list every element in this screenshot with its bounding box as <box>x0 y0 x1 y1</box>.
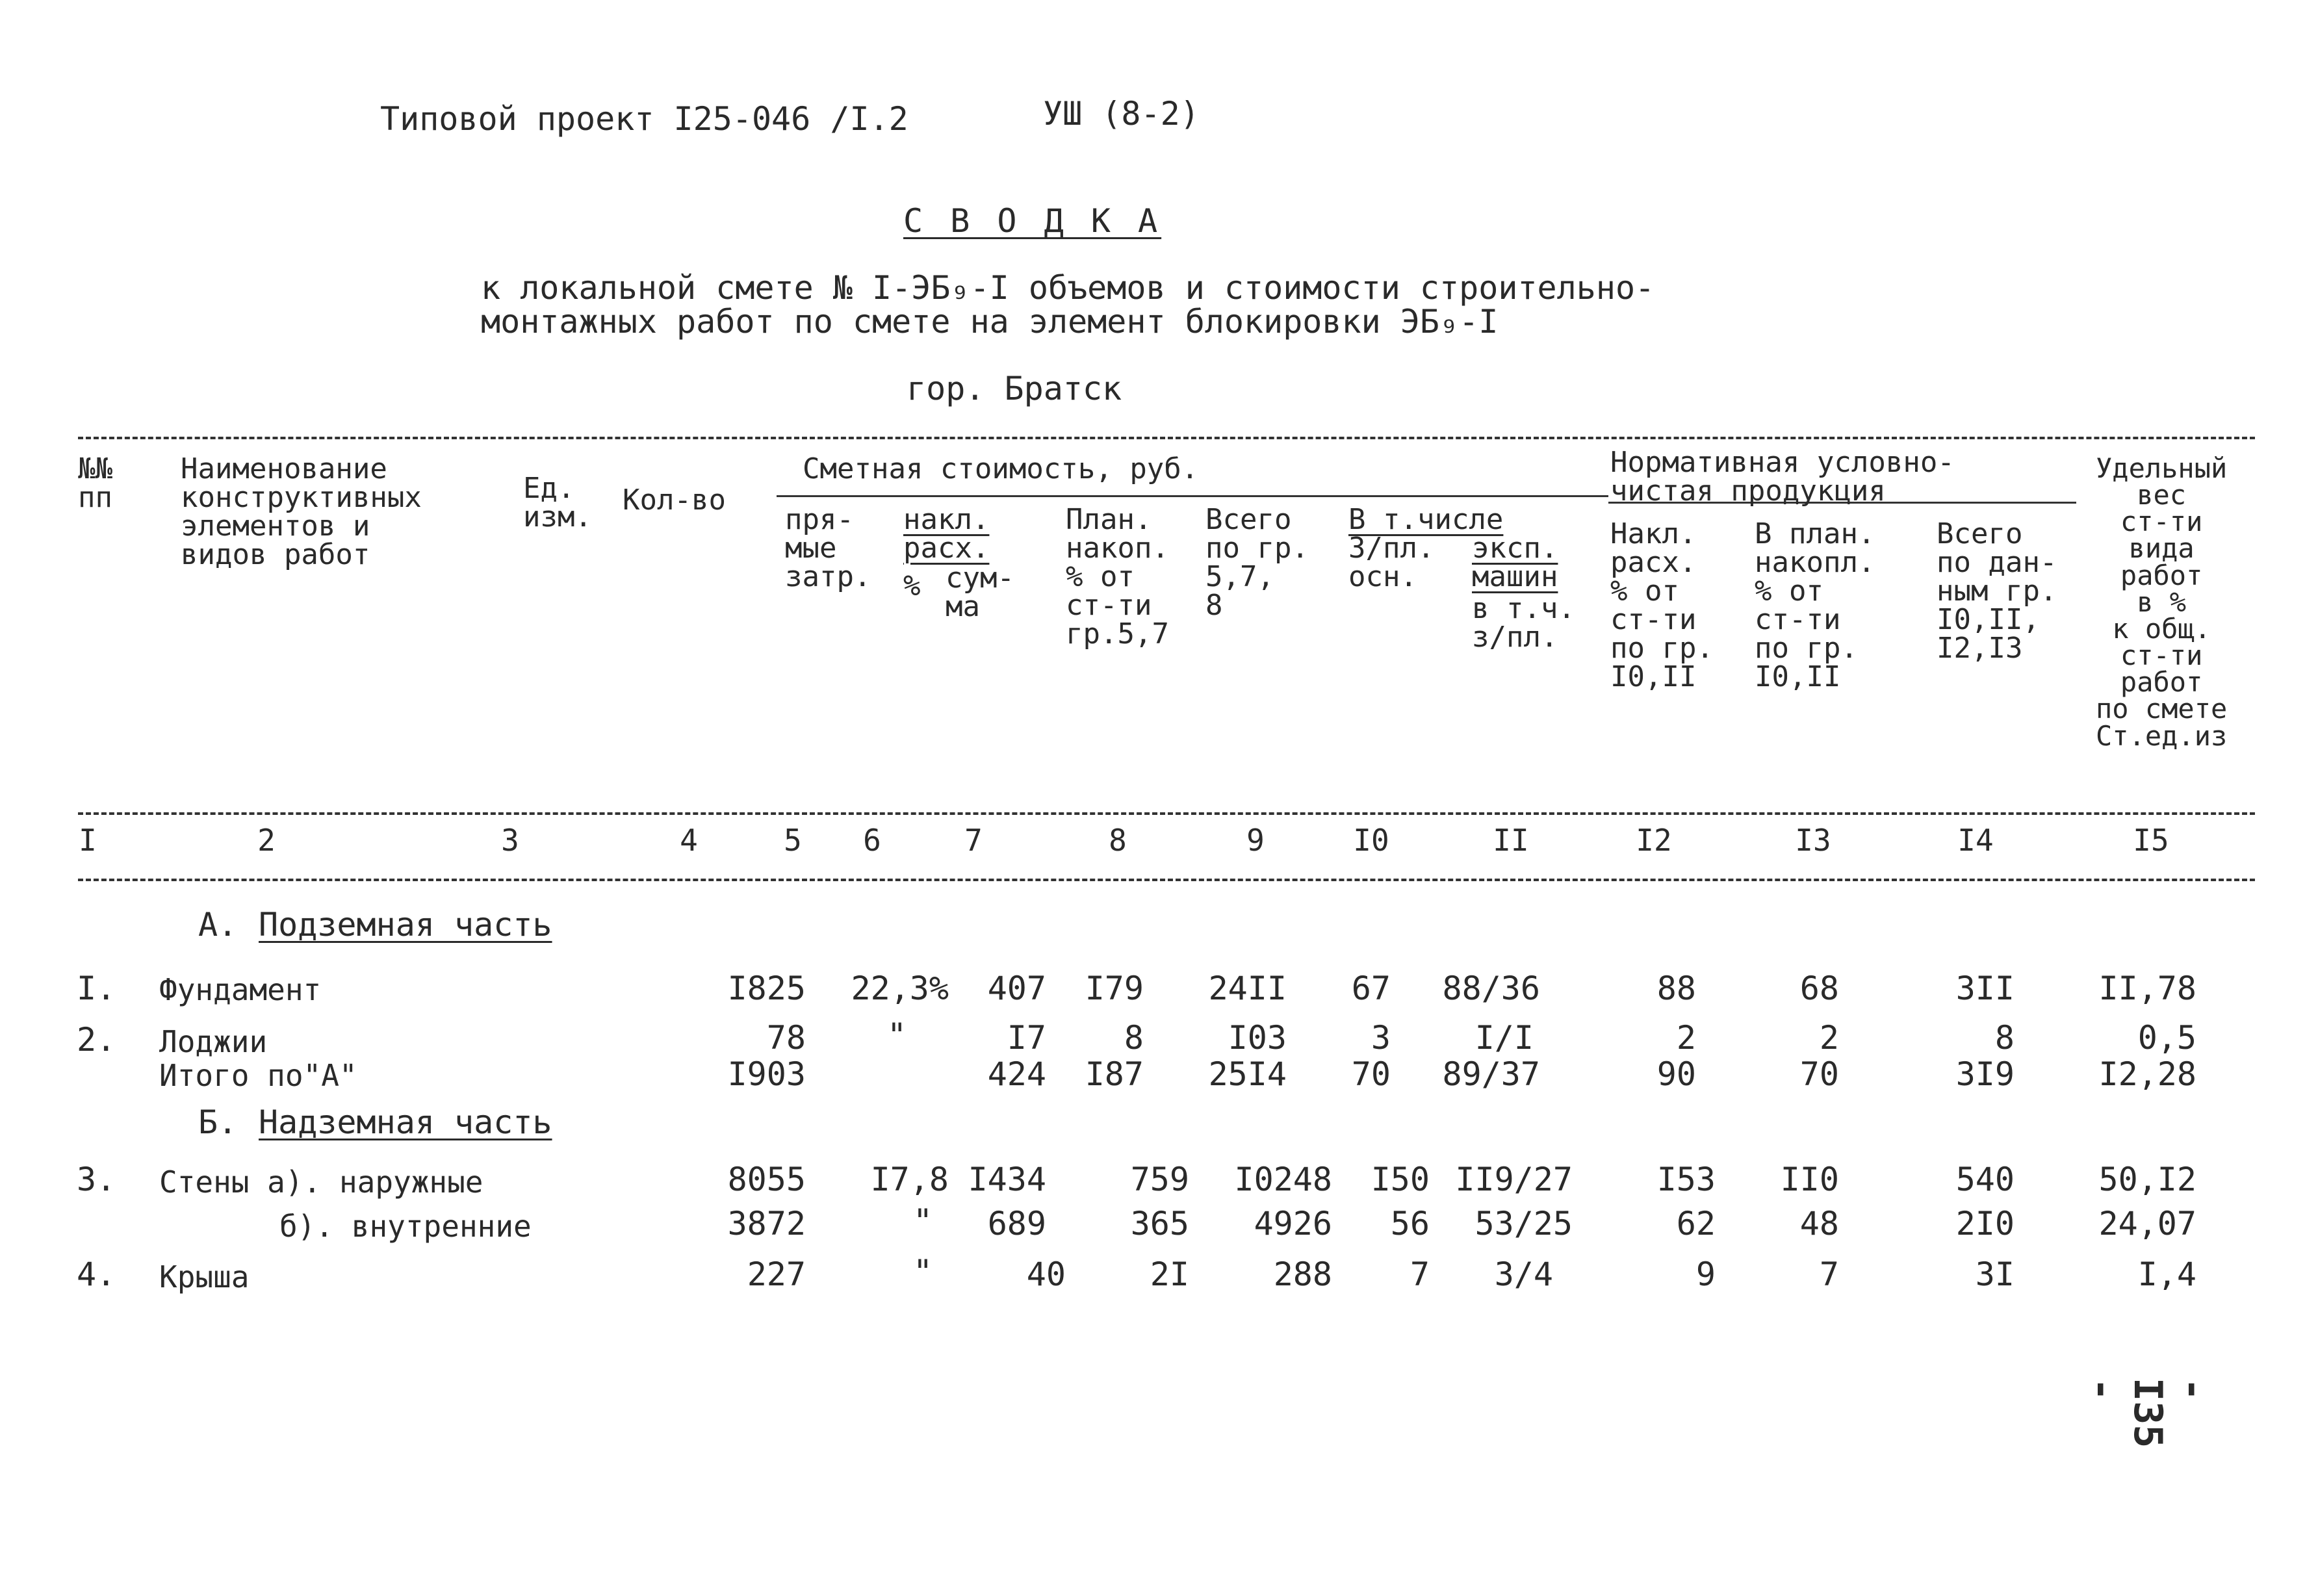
colnum: I0 <box>1353 823 1389 858</box>
document-title: С В О Д К А <box>903 202 1162 240</box>
cell-direct: I825 <box>727 970 806 1007</box>
cell-plan: 365 <box>1130 1205 1189 1242</box>
cell-direct: 227 <box>747 1255 806 1293</box>
section-a-title: Подземная часть <box>259 906 552 944</box>
cell-wage: 70 <box>1351 1055 1391 1093</box>
col-header-num: №№ пп <box>78 452 112 514</box>
col-header-norm-group: Нормативная условно- чистая продукция <box>1610 446 1955 508</box>
cell-wage: 67 <box>1351 970 1391 1007</box>
cell-wage: I50 <box>1371 1161 1430 1198</box>
cell-norm-plan: 68 <box>1799 970 1839 1007</box>
section-a-label: А. <box>198 906 238 944</box>
col-header-norm-plan: В план. накопл. % от ст-ти по гр. I0,II <box>1755 517 1875 693</box>
row-name: Стены а). наружные <box>159 1165 483 1200</box>
col-header-overhead-sum: сум- ма <box>946 561 1014 623</box>
cell-pct: " <box>912 1253 933 1291</box>
cell-share: 50,I2 <box>2098 1161 2196 1198</box>
cost-group-rule <box>777 495 1608 497</box>
row-name: Фундамент <box>159 972 322 1007</box>
cell-machines: II9/27 <box>1455 1161 1573 1198</box>
row-name: Крыша <box>159 1259 250 1294</box>
cell-wage: 3 <box>1371 1019 1391 1057</box>
city: гор. Братск <box>907 370 1122 407</box>
cell-pct: " <box>912 1202 933 1240</box>
colnum: 4 <box>680 823 698 858</box>
cell-pct: 22,3% <box>851 970 949 1007</box>
header-bottom-rule <box>78 812 2255 815</box>
cell-norm-overhead: I53 <box>1656 1161 1716 1198</box>
col-header-direct: пря- мые затр. <box>785 503 871 593</box>
cell-sum: 424 <box>987 1055 1046 1093</box>
cell-plan: 8 <box>1124 1019 1144 1057</box>
colnum: 6 <box>863 823 881 858</box>
page-number: - I35 - <box>2080 1378 2216 1448</box>
cell-norm-plan: 48 <box>1799 1205 1839 1242</box>
col-header-qty: Кол-во <box>623 483 726 517</box>
cell-share: II,78 <box>2098 970 2196 1007</box>
section-b-label: Б. <box>198 1103 238 1141</box>
colnum: 5 <box>784 823 802 858</box>
col-header-unit: Ед. изм. <box>523 472 592 534</box>
cell-sum: I434 <box>968 1161 1046 1198</box>
cell-total: 24II <box>1208 970 1287 1007</box>
colnum: I5 <box>2133 823 2169 858</box>
col-header-norm-total: Всего по дан- ным гр. I0,II, I2,I3 <box>1937 517 2057 665</box>
cell-pct: " <box>886 1016 907 1054</box>
cell-norm-total: 540 <box>1955 1161 2015 1198</box>
cell-share: I2,28 <box>2098 1055 2196 1093</box>
cell-norm-plan: 7 <box>1819 1255 1839 1293</box>
colnum: 8 <box>1109 823 1127 858</box>
col-header-wage: З/пл. осн. <box>1348 532 1435 593</box>
cell-machines: I/I <box>1475 1019 1534 1057</box>
colnum: II <box>1493 823 1529 858</box>
cell-wage: 7 <box>1410 1255 1430 1293</box>
cell-norm-plan: 70 <box>1799 1055 1839 1093</box>
col-header-machines-wage: в т.ч. з/пл. <box>1472 592 1575 654</box>
row-name: Лоджии <box>159 1024 268 1059</box>
cell-plan: I79 <box>1085 970 1144 1007</box>
title-line-2: монтажных работ по смете на элемент блокировки ЭБ₉-I <box>481 303 1499 341</box>
cell-total: 25I4 <box>1208 1055 1287 1093</box>
col-header-plan: План. накоп. % от ст-ти гр.5,7 <box>1066 503 1169 650</box>
cell-norm-overhead: 88 <box>1656 970 1696 1007</box>
cell-norm-total: 3I <box>1975 1255 2015 1293</box>
title-line-1: к локальной смете № I-ЭБ₉-I объемов и стоимости строительно- <box>481 269 1655 307</box>
col-header-overhead-pct: % <box>903 569 921 602</box>
colnum: I <box>79 823 97 858</box>
cell-norm-total: 3I9 <box>1955 1055 2015 1093</box>
cell-norm-overhead: 9 <box>1695 1255 1716 1293</box>
cell-direct: I903 <box>727 1055 806 1093</box>
cell-total: I0248 <box>1234 1161 1332 1198</box>
sheet-code: УШ (8-2) <box>1043 95 1200 133</box>
cell-machines: 3/4 <box>1494 1255 1553 1293</box>
colnum-bottom-rule <box>78 879 2255 881</box>
cell-norm-plan: II0 <box>1780 1161 1839 1198</box>
row-num: 4. <box>77 1255 116 1293</box>
cell-share: I,4 <box>2137 1255 2196 1293</box>
cell-machines: 88/36 <box>1442 970 1540 1007</box>
cell-norm-total: 8 <box>1994 1019 2015 1057</box>
row-name: б). внутренние <box>279 1209 532 1244</box>
cell-sum: 40 <box>1026 1255 1066 1293</box>
col-header-overhead: накл. расх. <box>903 503 990 565</box>
col-header-machines: эксп. машин <box>1472 532 1558 593</box>
cell-norm-plan: 2 <box>1819 1019 1839 1057</box>
colnum: 9 <box>1246 823 1265 858</box>
cell-machines: 53/25 <box>1475 1205 1573 1242</box>
cell-share: 0,5 <box>2137 1019 2196 1057</box>
cell-wage: 56 <box>1390 1205 1430 1242</box>
col-header-cost-group: Сметная стоимость, руб. <box>803 452 1199 485</box>
colnum: 7 <box>964 823 983 858</box>
cell-sum: 689 <box>987 1205 1046 1242</box>
cell-total: 4926 <box>1254 1205 1332 1242</box>
colnum: I3 <box>1795 823 1831 858</box>
cell-share: 24,07 <box>2098 1205 2196 1242</box>
cell-sum: 407 <box>987 970 1046 1007</box>
cell-direct: 8055 <box>727 1161 806 1198</box>
col-header-total: Всего по гр. 5,7, 8 <box>1205 503 1309 622</box>
colnum: 2 <box>257 823 276 858</box>
col-header-share: Удельный вес ст-ти вида работ в % к общ. ст-ти работ по смете Ст.ед.из <box>2096 452 2228 752</box>
cell-norm-overhead: 62 <box>1676 1205 1716 1242</box>
cell-direct: 3872 <box>727 1205 806 1242</box>
table-top-rule <box>78 437 2255 439</box>
col-header-name: Наименование конструктивных элементов и видов работ <box>181 452 422 571</box>
cell-direct: 78 <box>766 1019 806 1057</box>
cell-total: 288 <box>1273 1255 1332 1293</box>
col-header-incl: В т.числе <box>1348 503 1504 536</box>
section-b-title: Надземная часть <box>259 1103 552 1141</box>
row-name: Итого по"А" <box>159 1058 357 1093</box>
colnum: I2 <box>1636 823 1672 858</box>
cell-total: I03 <box>1228 1019 1287 1057</box>
cell-plan: 759 <box>1130 1161 1189 1198</box>
project-code: Типовой проект I25-046 /I.2 <box>380 100 908 138</box>
row-num: 3. <box>77 1161 116 1198</box>
cell-sum: I7 <box>1007 1019 1046 1057</box>
cell-norm-overhead: 2 <box>1676 1019 1696 1057</box>
cell-plan: 2I <box>1150 1255 1189 1293</box>
cell-norm-overhead: 90 <box>1656 1055 1696 1093</box>
cell-pct: I7,8 <box>870 1161 949 1198</box>
colnum: 3 <box>501 823 519 858</box>
cell-machines: 89/37 <box>1442 1055 1540 1093</box>
cell-norm-total: 2I0 <box>1955 1205 2015 1242</box>
cell-norm-total: 3II <box>1955 970 2015 1007</box>
colnum: I4 <box>1957 823 1994 858</box>
row-num: 2. <box>77 1021 116 1059</box>
cell-plan: I87 <box>1085 1055 1144 1093</box>
row-num: I. <box>77 970 116 1007</box>
col-header-norm-overhead: Накл. расх. % от ст-ти по гр. I0,II <box>1610 517 1714 693</box>
